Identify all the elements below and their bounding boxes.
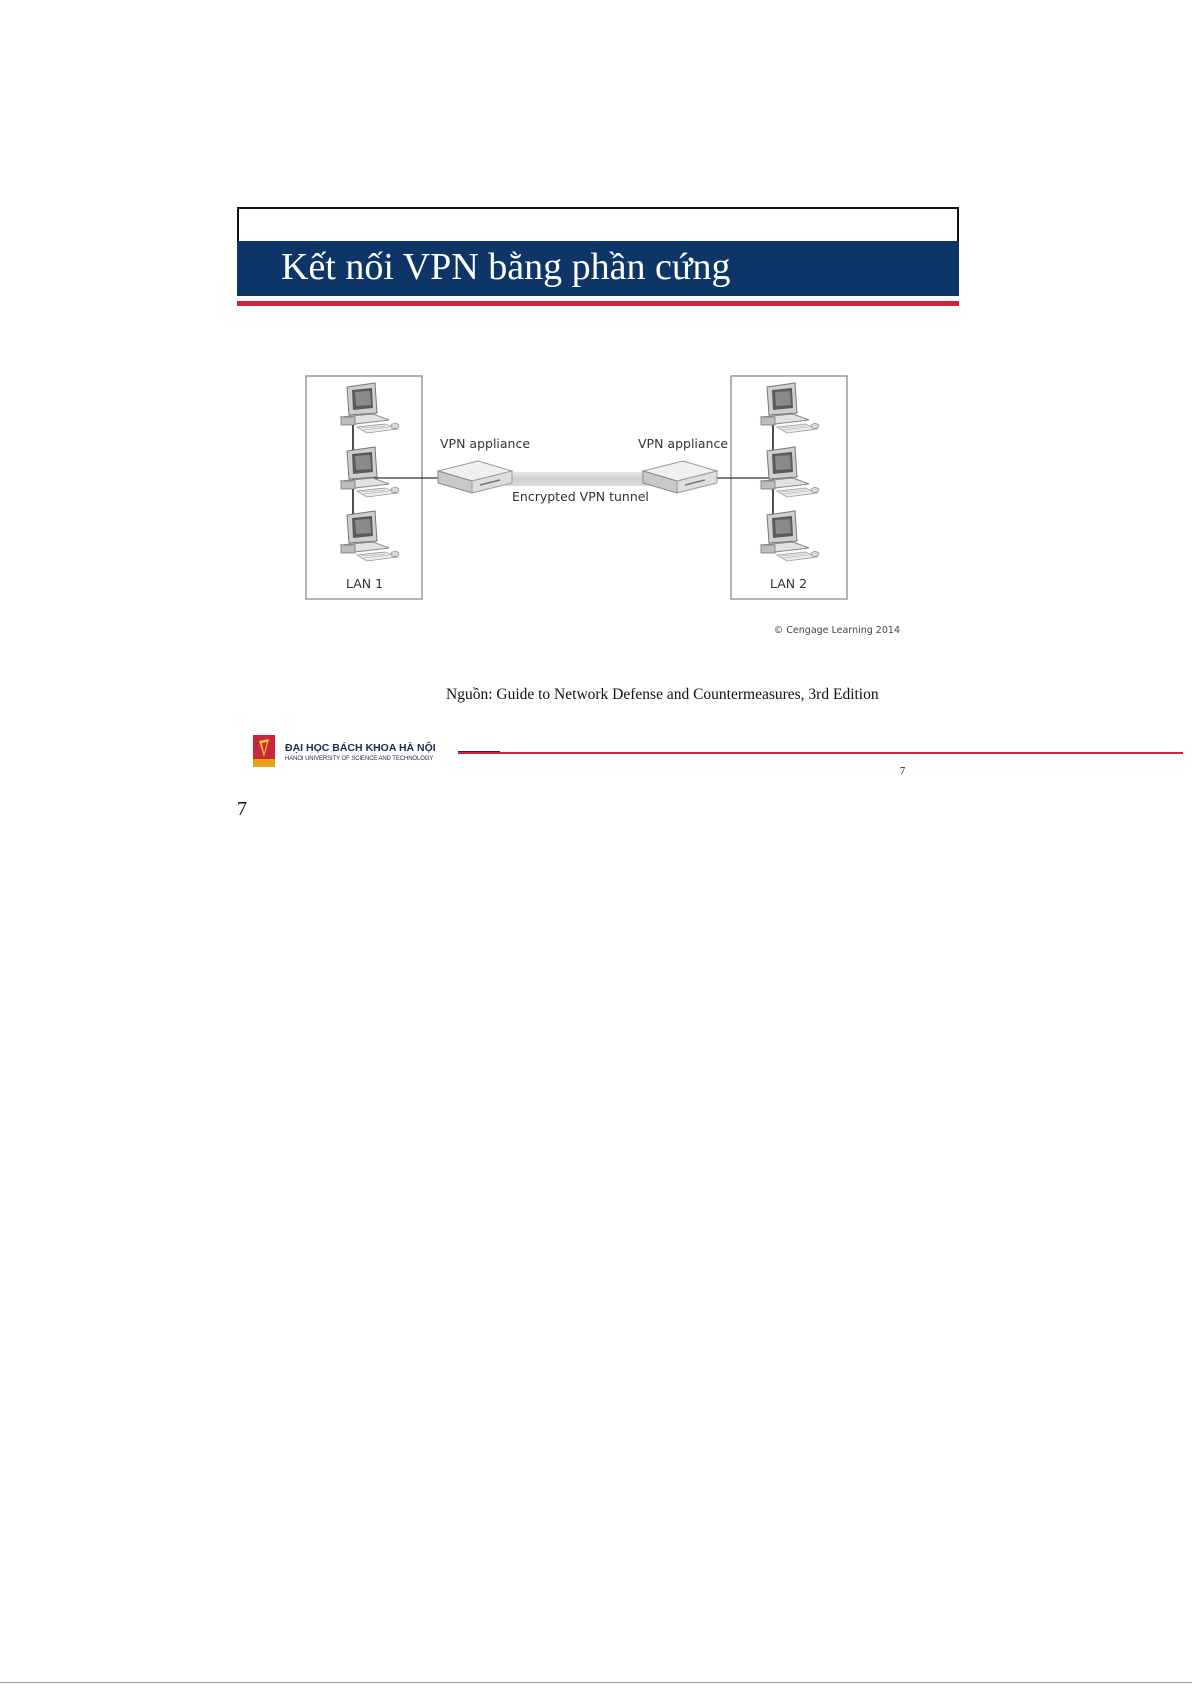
vpn-appliance-left-label: VPN appliance (440, 436, 531, 451)
slide (237, 207, 959, 784)
source-citation: Nguồn: Guide to Network Defense and Countermeasures, 3rd Edition (446, 686, 879, 703)
title-bar (237, 241, 959, 296)
page-number: 7 (237, 798, 247, 820)
vpn-tunnel (505, 472, 650, 486)
slide-title: Kết nối VPN bằng phần cứng (281, 246, 731, 288)
title-underline (237, 301, 959, 306)
lan2-label: LAN 2 (770, 576, 808, 591)
tunnel-label: Encrypted VPN tunnel (512, 489, 649, 504)
vpn-appliance-right (643, 461, 717, 493)
vpn-appliance-left (438, 461, 512, 493)
vpn-appliance-right-label: VPN appliance (638, 436, 729, 451)
vpn-diagram-graphic (305, 375, 905, 645)
footer-divider (458, 752, 1183, 754)
university-logo-icon (253, 735, 275, 767)
lan1-label: LAN 1 (346, 576, 384, 591)
page-bottom-rule (0, 1682, 1192, 1683)
university-subtitle: HANOI UNIVERSITY OF SCIENCE AND TECHNOLOGY (285, 756, 434, 762)
vpn-diagram (305, 375, 905, 645)
slide-number: 7 (900, 766, 906, 777)
diagram-copyright: © Cengage Learning 2014 (773, 625, 900, 636)
slide-header-box (237, 207, 959, 243)
university-name: ĐẠI HỌC BÁCH KHOA HÀ NỘI (285, 742, 436, 754)
